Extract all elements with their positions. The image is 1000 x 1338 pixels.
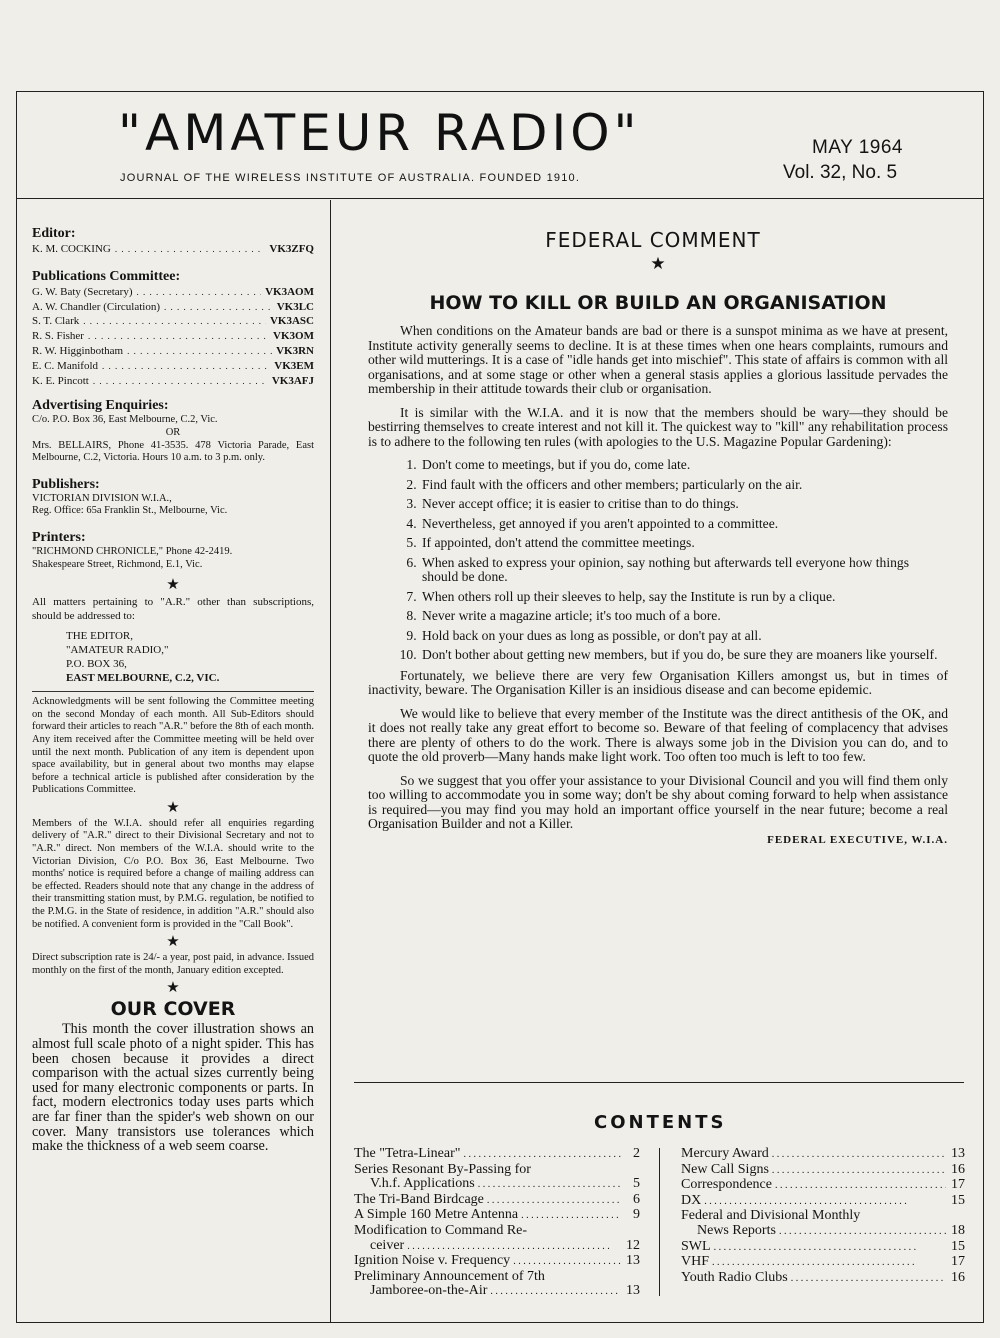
contents-entry-title: Preliminary Announcement of 7th	[354, 1268, 545, 1284]
contents-entry-title: News Reports	[697, 1222, 776, 1238]
issue-volume: Vol. 32, No. 5	[783, 162, 898, 183]
contents-entry	[354, 1147, 640, 1163]
printers-line1: "RICHMOND CHRONICLE," Phone 42-2419.	[32, 545, 233, 557]
rules-list	[368, 458, 948, 663]
advertising-line2: Mrs. BELLAIRS, Phone 41-3535. 478 Victoria Parade, East Melbourne, C.2, Victoria. Hours 10 a.m. to 3 p.m. only.	[32, 439, 314, 464]
contents-entry	[681, 1178, 965, 1194]
contents-entry	[681, 1194, 965, 1210]
contents-entry	[681, 1240, 965, 1256]
rule-item: 2. Find fault with the officers and other members; particularly on the air.	[420, 478, 948, 493]
contents-entry-title: Correspondence	[681, 1177, 772, 1193]
committee-member	[32, 285, 314, 300]
cover-heading: OUR COVER	[110, 998, 236, 1021]
contents-entry-page: 17	[951, 1254, 965, 1270]
address-line: EAST MELBOURNE, C.2, VIC.	[66, 672, 220, 685]
member-call: VK3AFJ	[271, 374, 314, 387]
star-divider: ★	[166, 980, 180, 997]
contents-entry-title: V.h.f. Applications	[370, 1176, 475, 1192]
committee-member	[32, 300, 314, 315]
contents-entry-page: 5	[633, 1176, 640, 1192]
contents-entry-page: 18	[951, 1222, 965, 1238]
rule-item: 6. When asked to express your opinion, say nothing but afterwards tell everyone how things should be done.	[420, 556, 948, 585]
rule-item: 9. Hold back on your dues as long as possible, or don't pay at all.	[420, 629, 948, 644]
contents-entry-page: 12	[626, 1237, 640, 1253]
matters-text: All matters pertaining to "A.R." other than subscriptions, should be addressed to:	[32, 596, 314, 623]
contents-entry-page: 9	[633, 1207, 640, 1223]
star-divider: ★	[166, 577, 180, 594]
member-name: R. W. Higginbotham	[32, 344, 124, 357]
editor-row	[32, 242, 314, 257]
contents-entry-title: ceiver	[370, 1237, 405, 1253]
contents-entry-title: Federal and Divisional Monthly	[681, 1208, 861, 1224]
contents-entry-page: 2	[633, 1146, 640, 1161]
contents-right-column	[681, 1147, 965, 1286]
contents-column-divider	[659, 1148, 660, 1296]
article-paragraph: Fortunately, we believe there are very few Organisation Killers amongst us, but in times of inactivity, beware. The Organisation Killer is an insidious disease and can become epidemic.	[368, 667, 948, 697]
contents-entry	[354, 1239, 640, 1255]
contents-entry-page: 13	[626, 1283, 640, 1299]
contents-entry-title: Jamboree-on-the-Air	[370, 1283, 488, 1299]
contents-entry-title: VHF	[681, 1254, 710, 1270]
editor-name: K. M. COCKING	[32, 243, 111, 255]
rule-item: 7. When others roll up their sleeves to help, say the Institute is run by a clique.	[420, 590, 948, 605]
address-line: THE EDITOR,	[66, 630, 134, 643]
contents-entry	[681, 1209, 965, 1224]
article-paragraph: So we suggest that you offer your assistance to your Divisional Council and you will find them only too willing to accommodate you in some way; don't be shy about coming forward to help when assistance is required—you may find you may hold an important office yourself in the near future; become a real Organisation Builder and not a Killer.	[368, 772, 948, 831]
contents-entry	[354, 1163, 640, 1178]
publishers-line1: VICTORIAN DIVISION W.I.A.,	[32, 492, 172, 504]
address-line: P.O. BOX 36,	[66, 658, 127, 671]
committee-member	[32, 359, 314, 374]
member-name: A. W. Chandler (Circulation)	[32, 300, 161, 313]
contents-entry-title: A Simple 160 Metre Antenna	[354, 1207, 519, 1223]
contents-entry-title: Ignition Noise v. Frequency	[354, 1253, 511, 1269]
member-name: R. S. Fisher	[32, 330, 84, 343]
masthead-title: "AMATEUR RADIO"	[118, 104, 641, 162]
editor-heading: Editor:	[32, 226, 76, 241]
contents-entry-page: 13	[951, 1146, 965, 1161]
contents-entry-title: New Call Signs	[681, 1161, 769, 1177]
article-paragraph: When conditions on the Amateur bands are bad or there is a sunspot minima as we have at present, Institute activity generally seems to decline. It is at these times when one hears complaints, rumours and other wild mutterings. It is a case of "idle hands get into mischief". This state of affairs is common with all organisations, and at some stage or other when a general stasis applies a glorious lassitude pervades the membership in their attitude towards their club or organisation.	[368, 323, 948, 396]
contents-divider	[354, 1082, 964, 1083]
advertising-line1: C/o. P.O. Box 36, East Melbourne, C.2, Vic.	[32, 414, 218, 426]
rule-item: 4. Nevertheless, get annoyed if you aren't appointed to a committee.	[420, 517, 948, 532]
member-call: VK3ASC	[269, 315, 314, 328]
publishers-line2: Reg. Office: 65a Franklin St., Melbourne, Vic.	[32, 505, 228, 517]
contents-entry-title: DX	[681, 1192, 702, 1208]
contents-entry	[354, 1177, 640, 1193]
masthead-subtitle: JOURNAL OF THE WIRELESS INSTITUTE OF AUSTRALIA. FOUNDED 1910.	[120, 172, 581, 184]
acknowledgments-text: Acknowledgments will be sent following the Committee meeting on the second Monday of each month. All Sub-Editors should forward their articles to reach "A.R." before the 8th of each month. Any item received after the Committee meeting will be held over until the next month. Publication of any item is dependent upon space availability, but in general about two months may elapse before a technical article is published after consideration by the Publications Committee.	[32, 696, 314, 796]
contents-entry-page: 13	[626, 1253, 640, 1269]
rule-item: 10. Don't bother about getting new members, but if you do, be sure they are moaners like yourself.	[420, 648, 948, 663]
contents-entry-title: The "Tetra-Linear"	[354, 1146, 461, 1161]
sidebar	[32, 222, 314, 1154]
contents-entry-page: 15	[951, 1238, 965, 1254]
contents-entry-page: 6	[633, 1191, 640, 1207]
committee-member	[32, 329, 314, 344]
contents-entry-page: 16	[951, 1161, 965, 1177]
committee-member	[32, 314, 314, 329]
committee-member	[32, 344, 314, 359]
editor-call: VK3ZFQ	[269, 243, 314, 255]
rule-item: 1. Don't come to meetings, but if you do, come late.	[420, 458, 948, 473]
member-call: VK3AOM	[265, 285, 314, 298]
contents-entry-title: Modification to Command Re-	[354, 1222, 528, 1238]
contents-entry	[681, 1255, 965, 1271]
section-star: ★	[650, 254, 666, 273]
member-call: VK3RN	[276, 344, 314, 357]
committee-heading: Publications Committee:	[32, 268, 181, 284]
masthead-divider	[16, 198, 984, 199]
member-name: E. C. Manifold	[32, 359, 98, 372]
member-name: K. E. Pincott	[32, 374, 89, 387]
contents-left-column	[354, 1147, 640, 1300]
publishers-heading: Publishers:	[32, 476, 100, 492]
article-paragraph: It is similar with the W.I.A. and it is now that the members should be wary—they should be bestirring themselves to create interest and not kill it. The quickest way to "kill" any rehabilitation process is to adhere to the following ten rules (with apologies to the U.S. Magazine Popular Gardening):	[368, 404, 948, 449]
contents-entry	[681, 1163, 965, 1179]
federal-comment-article	[368, 228, 948, 846]
member-call: VK3EM	[274, 359, 314, 372]
member-name: S. T. Clark	[32, 315, 80, 328]
star-divider: ★	[166, 934, 180, 951]
contents-entry	[681, 1147, 965, 1163]
committee-list	[32, 285, 314, 389]
committee-member	[32, 374, 314, 389]
contents-entry-title: The Tri-Band Birdcage	[354, 1191, 484, 1207]
contents-entry-title: Series Resonant By-Passing for	[354, 1161, 531, 1177]
advertising-heading: Advertising Enquiries:	[32, 398, 169, 414]
printers-heading: Printers:	[32, 529, 86, 545]
contents-entry-title: SWL	[681, 1238, 711, 1254]
member-call: VK3LC	[276, 300, 314, 313]
members-text: Members of the W.I.A. should refer all enquiries regarding delivery of "A.R." direct to their Divisional Secretary and not to "A.R." direct. Non members of the W.I.A. should write to the Victorian Division, C/o P.O. Box 36, East Melbourne. Two months' notice is required before a change of mailing address can be effected. Readers should note that any change in the address of their transmitting station must, by P.M.G. regulation, be notified to the P.M.G. in the State of residence, in addition "A.R." should also be notified. A convenient form is provided in the "Call Book".	[32, 817, 314, 930]
section-title: FEDERAL COMMENT	[545, 228, 761, 252]
column-divider	[330, 200, 331, 1322]
contents-entry-page: 17	[951, 1177, 965, 1193]
article-signature: FEDERAL EXECUTIVE, W.I.A.	[767, 833, 948, 846]
rule-item: 8. Never write a magazine article; it's too much of a bore.	[420, 609, 948, 624]
contents-entry-page: 16	[951, 1269, 965, 1285]
rule-item: 3. Never accept office; it is easier to critise than to do things.	[420, 497, 948, 512]
contents-entry	[681, 1271, 965, 1287]
printers-line2: Shakespeare Street, Richmond, E.1, Vic.	[32, 558, 203, 570]
star-divider: ★	[166, 799, 180, 816]
subscription-text: Direct subscription rate is 24/- a year, post paid, in advance. Issued monthly on the first of the month, January edition excepted.	[32, 952, 314, 976]
member-call: VK3OM	[273, 330, 314, 343]
contents-entry-title: Mercury Award	[681, 1146, 769, 1161]
article-headline: HOW TO KILL OR BUILD AN ORGANISATION	[429, 292, 887, 314]
member-name: G. W. Baty (Secretary)	[32, 285, 133, 298]
address-line: "AMATEUR RADIO,"	[66, 644, 169, 657]
contents-entry	[354, 1193, 640, 1209]
cover-text: This month the cover illustration shows an almost full scale photo of a night spider. This has been chosen because it provides a direct comparison with the actual sizes currently being used for many electronic components or parts. In fact, modern electronics today uses parts which are far finer than the spider's web shown on our cover. Many transistors use tolerances which make the thickness of a web seem coarse.	[32, 1021, 314, 1155]
contents-entry	[354, 1254, 640, 1270]
issue-date: MAY 1964	[812, 137, 903, 158]
rule-item: 5. If appointed, don't attend the committee meetings.	[420, 536, 948, 551]
article-paragraph: We would like to believe that every member of the Institute was the direct antithesis of the OK, and it does not really take any great effort to become so. Beware of that feeling of complacency that advises there are plenty of others to do the work. There is always some job in the Division you can do, and to quote the old proverb—Many hands make light work. Too often too much is left to too few.	[368, 705, 948, 764]
contents-entry	[354, 1270, 640, 1285]
contents-entry	[354, 1208, 640, 1224]
contents-entry-title: Youth Radio Clubs	[681, 1269, 788, 1285]
contents-entry	[681, 1224, 965, 1240]
contents-title: CONTENTS	[594, 1112, 727, 1133]
contents-entry	[354, 1224, 640, 1239]
contents-entry-page: 15	[951, 1192, 965, 1208]
contents-entry	[354, 1284, 640, 1300]
advertising-or: OR	[165, 426, 181, 438]
